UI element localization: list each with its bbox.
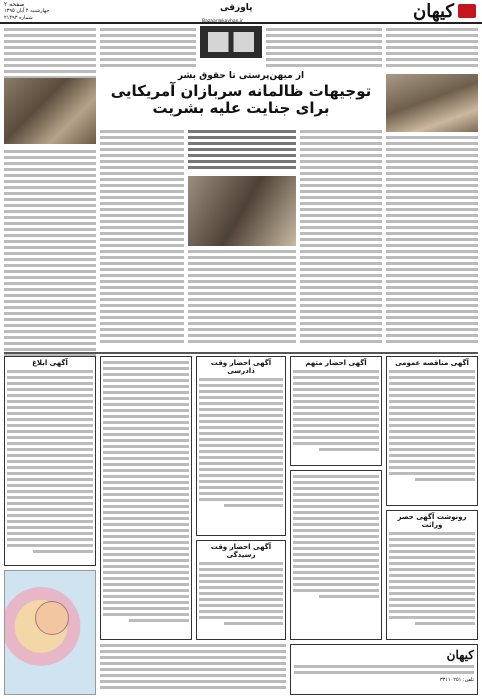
kids-promo-graphic xyxy=(4,570,96,695)
ad-title: آگهی ابلاغ xyxy=(32,359,68,367)
top-right-photo xyxy=(386,74,478,132)
footer-phone: تلفن: ۳۳۱۱۰۲۵۱ xyxy=(439,677,474,683)
ad-inheritance xyxy=(386,510,478,640)
ad-notice-col4 xyxy=(100,356,192,640)
top-center-right-column xyxy=(266,28,382,70)
banner-graphic xyxy=(208,32,254,52)
ad-title: آگهی احضار متهم xyxy=(305,359,367,367)
section-title: پاورقی xyxy=(220,3,253,13)
ad-title: رونوشت آگهی حصر وراثت xyxy=(397,513,467,529)
bottom-center-notices xyxy=(100,644,286,695)
feature-kicker: از میهن‌پرستی تا حقوق بشر xyxy=(177,71,305,81)
right-article-column xyxy=(386,136,478,350)
ad-title: آگهی احضار وقت رسیدگی xyxy=(210,543,272,559)
ad-tender xyxy=(386,356,478,506)
banner-email: Bazaar@kayhan.ir xyxy=(202,19,244,24)
footer-logo: کیهان xyxy=(446,648,474,662)
section-banner xyxy=(200,19,262,58)
footer-info-box xyxy=(290,644,478,695)
feature-headline-line-1: توجیهات ظالمانه سربازان آمریکایی xyxy=(110,82,372,101)
feature-body-col-2 xyxy=(188,250,296,350)
issue-number: شماره ۲۱۴۹۳ xyxy=(4,15,33,21)
top-right-column xyxy=(386,28,478,70)
page-number: صفحه ۲ xyxy=(4,1,25,8)
logo-emblem-icon xyxy=(458,4,476,18)
ad-notice-col2 xyxy=(290,470,382,640)
feature-lead-text xyxy=(188,130,296,174)
feature-body-col-1 xyxy=(100,130,184,350)
top-left-article xyxy=(4,28,96,78)
feature-photo xyxy=(188,176,296,246)
feature-headline-block xyxy=(100,70,382,126)
top-left-photo xyxy=(4,78,96,144)
top-center-left-column xyxy=(100,28,196,70)
ad-title: آگهی مناقصه عمومی xyxy=(395,359,469,367)
ad-hearing-summons xyxy=(196,356,286,536)
ad-summons-defendant xyxy=(290,356,382,466)
left-article-column xyxy=(4,150,96,360)
newspaper-logo xyxy=(388,1,478,23)
section-divider xyxy=(4,352,478,354)
feature-headline-line-2: برای جنایت علیه بشریت xyxy=(152,99,330,118)
kids-character-icon xyxy=(35,601,69,635)
date-line: چهارشنبه ۴ آبان ۱۳۹۵ xyxy=(4,8,50,14)
ad-notification xyxy=(4,356,96,566)
feature-body-col-3 xyxy=(300,130,382,350)
ad-review-summons xyxy=(196,540,286,640)
ad-title: آگهی احضار وقت دادرسی xyxy=(210,359,272,375)
logo-text: کیهان xyxy=(412,1,454,22)
